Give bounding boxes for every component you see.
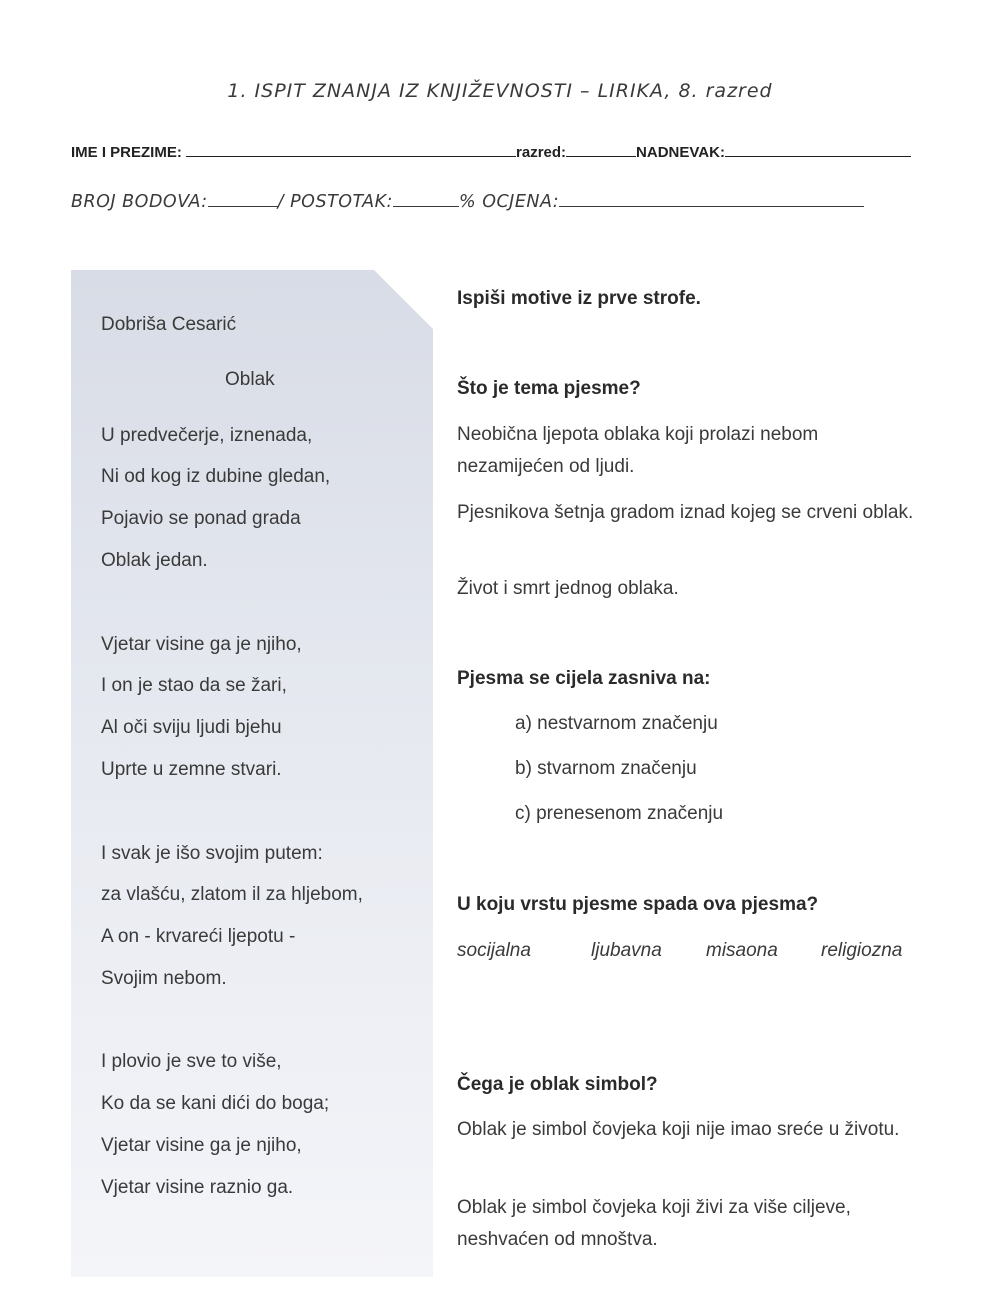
percent-field[interactable]: [393, 191, 459, 207]
date-label: NADNEVAK:: [636, 144, 725, 161]
percent-sign: %: [458, 192, 477, 212]
poem-line: Ni od kog iz dubine gledan,: [101, 466, 331, 487]
symbol-answer-option[interactable]: Oblak je simbol čovjeka koji nije imao sreće u životu.: [457, 1119, 900, 1140]
poem-line: I plovio je sve to više,: [101, 1051, 282, 1072]
poem-line: Svojim nebom.: [101, 968, 227, 989]
question-poem-type: U koju vrstu pjesme spada ova pjesma?: [457, 894, 819, 915]
grade-field[interactable]: [559, 191, 864, 207]
theme-answer-option[interactable]: Neobična ljepota oblaka koji prolazi nebom nezamijećen od ljudi.: [457, 424, 819, 477]
class-field[interactable]: [566, 142, 636, 157]
theme-answer-option[interactable]: Život i smrt jednog oblaka.: [457, 578, 679, 599]
poem-type-option[interactable]: misaona: [706, 940, 778, 961]
meaning-option-b[interactable]: b) stvarnom značenju: [515, 758, 697, 779]
poem-line: U predvečerje, iznenada,: [101, 425, 313, 446]
student-info-line: [71, 142, 931, 161]
poem-type-option[interactable]: ljubavna: [591, 940, 662, 961]
theme-answer-option[interactable]: Pjesnikova šetnja gradom iznad kojeg se crveni oblak.: [457, 502, 914, 523]
poem-title: Oblak: [225, 369, 275, 390]
poem-type-option[interactable]: socijalna: [457, 940, 531, 961]
poem-line: Al oči sviju ljudi bjehu: [101, 717, 282, 738]
question-symbol: Čega je oblak simbol?: [457, 1074, 658, 1095]
question-meaning: Pjesma se cijela zasniva na:: [457, 668, 711, 689]
poem-line: Vjetar visine ga je njiho,: [101, 634, 302, 655]
poem-author: Dobriša Cesarić: [101, 314, 237, 335]
poem-line: za vlašću, zlatom il za hljebom,: [101, 884, 363, 905]
points-label: BROJ BODOVA:: [71, 192, 208, 212]
poem-line: Pojavio se ponad grada: [101, 508, 301, 529]
meaning-option-a[interactable]: a) nestvarnom značenju: [515, 713, 718, 734]
poem-type-option[interactable]: religiozna: [821, 940, 903, 961]
grading-line: [71, 191, 931, 212]
question-motives: Ispiši motive iz prve strofe.: [457, 288, 701, 309]
poem-line: A on - krvareći ljepotu -: [101, 926, 296, 947]
poem-line: Vjetar visine ga je njiho,: [101, 1135, 302, 1156]
name-field[interactable]: [186, 142, 516, 157]
poem-line: Oblak jedan.: [101, 550, 208, 571]
page-title: 1. ISPIT ZNANJA IZ KNJIŽEVNOSTI – LIRIKA, 8. razred: [227, 80, 773, 102]
points-field[interactable]: [208, 191, 278, 207]
grade-label: OCJENA:: [482, 192, 560, 212]
question-theme: Što je tema pjesme?: [457, 378, 641, 399]
poem-line: I svak je išo svojim putem:: [101, 843, 323, 864]
meaning-option-c[interactable]: c) prenesenom značenju: [515, 803, 724, 824]
class-label: razred:: [516, 144, 567, 161]
poem-line: I on je stao da se žari,: [101, 675, 287, 696]
poem-line: Uprte u zemne stvari.: [101, 759, 282, 780]
symbol-answer-option[interactable]: Oblak je simbol čovjeka koji živi za više ciljeve, neshvaćen od mnoštva.: [457, 1197, 851, 1250]
poem-line: Ko da se kani dići do boga;: [101, 1093, 330, 1114]
poem-line: Vjetar visine raznio ga.: [101, 1177, 294, 1198]
name-label: IME I PREZIME:: [71, 144, 182, 161]
date-field[interactable]: [725, 142, 911, 157]
percent-label: / POSTOTAK:: [277, 192, 393, 212]
